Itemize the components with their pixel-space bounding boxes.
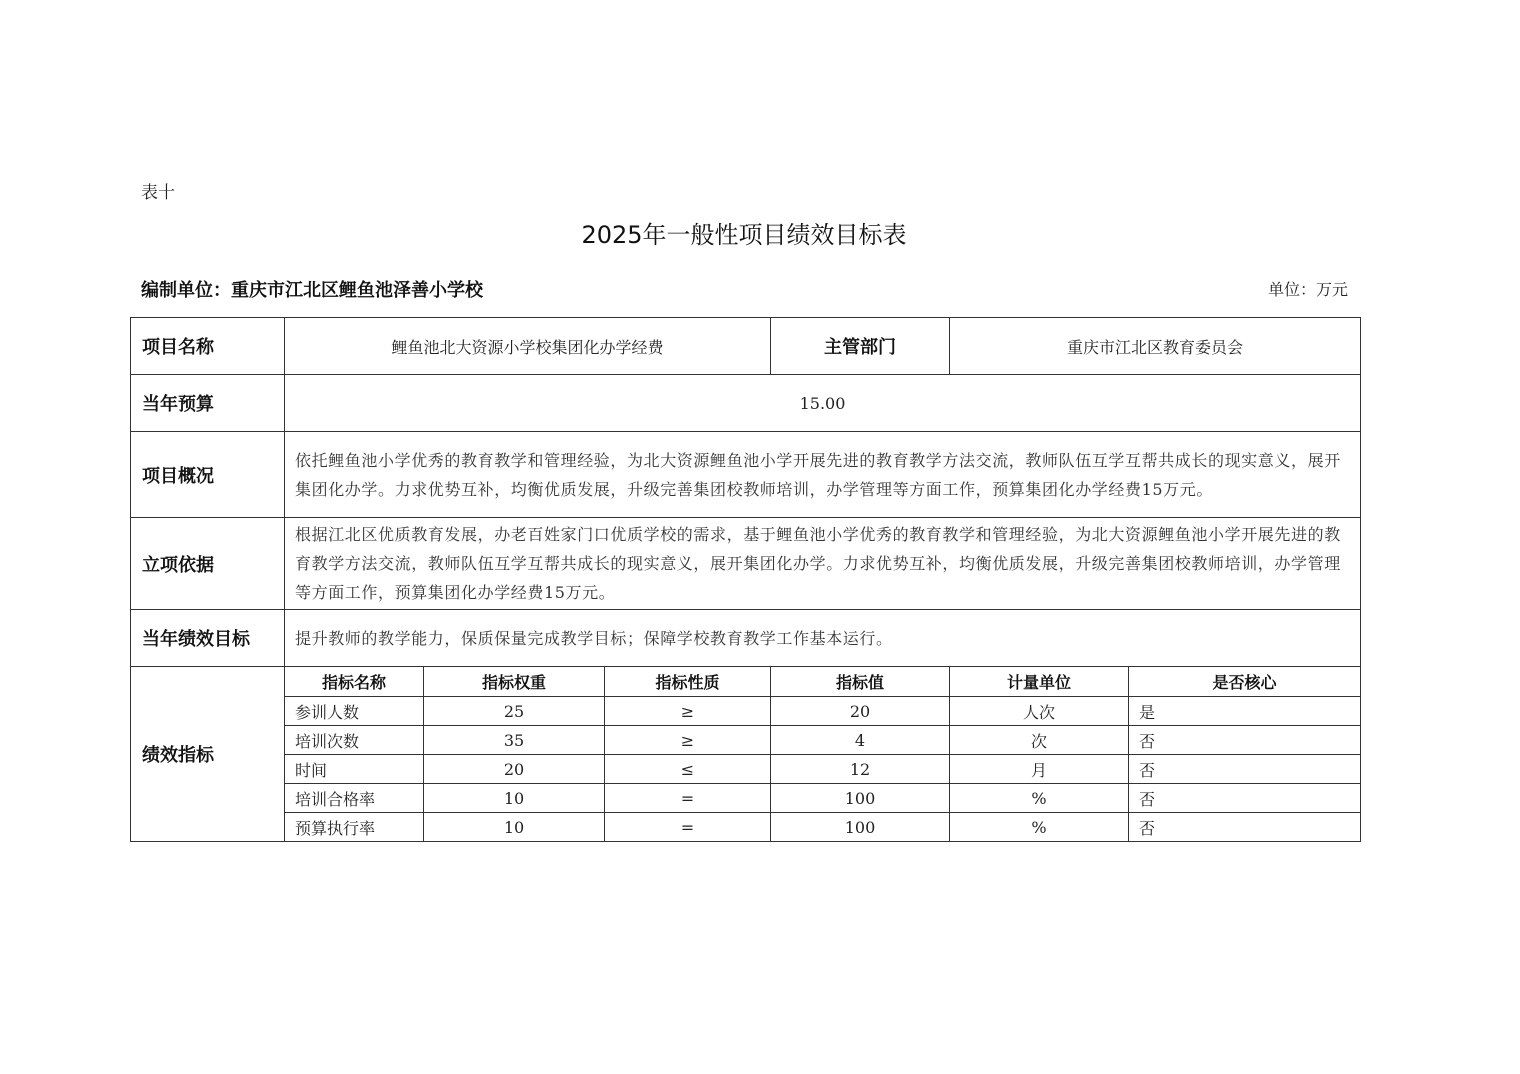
- budget-label: 当年预算: [131, 375, 285, 432]
- column-header: 指标值: [771, 667, 950, 697]
- indicator-value: 12: [771, 755, 950, 784]
- indicator-core: 否: [1129, 784, 1361, 813]
- budget-value: 15.00: [285, 375, 1361, 432]
- column-header: 是否核心: [1129, 667, 1361, 697]
- goal-label: 当年绩效目标: [131, 610, 285, 667]
- project-name-label: 项目名称: [131, 318, 285, 375]
- department-value: 重庆市江北区教育委员会: [950, 318, 1361, 375]
- indicator-unit: 月: [950, 755, 1129, 784]
- indicator-unit: 次: [950, 726, 1129, 755]
- indicators-label: 绩效指标: [131, 667, 285, 842]
- indicator-name: 预算执行率: [285, 813, 424, 842]
- indicator-core: 是: [1129, 697, 1361, 726]
- table-row: [131, 813, 1361, 842]
- table-row: [131, 726, 1361, 755]
- project-name-value: 鲤鱼池北大资源小学校集团化办学经费: [285, 318, 771, 375]
- indicator-nature: ≥: [605, 726, 771, 755]
- overview-text: 依托鲤鱼池小学优秀的教育教学和管理经验，为北大资源鲤鱼池小学开展先进的教育教学方法交流，教师队伍互学互帮共成长的现实意义，展开集团化办学。力求优势互补，均衡优质发展，升级完善集团校教师培训，办学管理等方面工作，预算集团化办学经费15万元。: [285, 432, 1361, 518]
- basis-label: 立项依据: [131, 518, 285, 610]
- column-header: 指标性质: [605, 667, 771, 697]
- basis-text: 根据江北区优质教育发展，办老百姓家门口优质学校的需求，基于鲤鱼池小学优秀的教育教学和管理经验，为北大资源鲤鱼池小学开展先进的教育教学方法交流，教师队伍互学互帮共成长的现实意义，展开集团化办学。力求优势互补，均衡优质发展，升级完善集团校教师培训，办学管理等方面工作，预算集团化办学经费15万元。: [285, 518, 1361, 610]
- column-header: 指标名称: [285, 667, 424, 697]
- table-row: [131, 755, 1361, 784]
- indicator-weight: 35: [424, 726, 605, 755]
- indicator-weight: 25: [424, 697, 605, 726]
- overview-label: 项目概况: [131, 432, 285, 518]
- indicator-core: 否: [1129, 813, 1361, 842]
- table-row: [131, 697, 1361, 726]
- indicator-value: 100: [771, 813, 950, 842]
- indicator-core: 否: [1129, 755, 1361, 784]
- table-row: [131, 784, 1361, 813]
- indicator-unit: %: [950, 813, 1129, 842]
- column-header: 指标权重: [424, 667, 605, 697]
- indicator-weight: 20: [424, 755, 605, 784]
- department-label: 主管部门: [771, 318, 950, 375]
- currency-unit: 单位：万元: [1267, 280, 1348, 299]
- indicator-name: 参训人数: [285, 697, 424, 726]
- indicator-nature: ≥: [605, 697, 771, 726]
- indicator-name: 培训次数: [285, 726, 424, 755]
- page-title: 2025年一般性项目绩效目标表: [581, 221, 907, 249]
- indicator-nature: ≤: [605, 755, 771, 784]
- indicator-name: 时间: [285, 755, 424, 784]
- indicator-weight: 10: [424, 813, 605, 842]
- column-header: 计量单位: [950, 667, 1129, 697]
- indicator-value: 4: [771, 726, 950, 755]
- table-label: 表十: [141, 183, 175, 203]
- indicator-unit: 人次: [950, 697, 1129, 726]
- indicator-value: 100: [771, 784, 950, 813]
- indicator-name: 培训合格率: [285, 784, 424, 813]
- indicator-nature: =: [605, 784, 771, 813]
- indicator-core: 否: [1129, 726, 1361, 755]
- performance-target-table: [130, 317, 1361, 842]
- indicator-value: 20: [771, 697, 950, 726]
- indicator-nature: =: [605, 813, 771, 842]
- goal-text: 提升教师的教学能力，保质保量完成教学目标；保障学校教育教学工作基本运行。: [285, 610, 1361, 667]
- indicator-unit: %: [950, 784, 1129, 813]
- indicator-weight: 10: [424, 784, 605, 813]
- compiling-unit: 编制单位：重庆市江北区鲤鱼池泽善小学校: [141, 280, 483, 301]
